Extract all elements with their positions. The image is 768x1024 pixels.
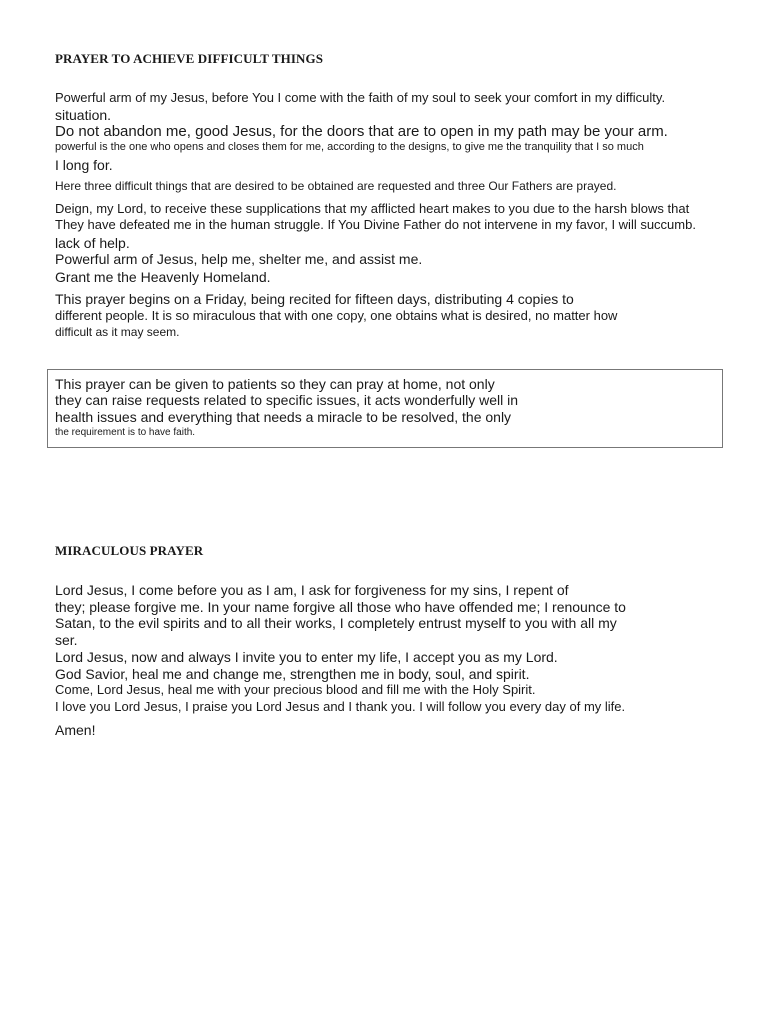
note-box [47, 369, 723, 448]
section-title: MIRACULOUS PRAYER [55, 543, 204, 558]
paragraph-line: different people. It is so miraculous that with one copy, one obtains what is desired, no matter how [55, 308, 618, 323]
prayer-line: Lord Jesus, now and always I invite you to enter my life, I accept you as my Lord. [55, 649, 558, 665]
note-line: This prayer can be given to patients so they can pray at home, not only [55, 376, 495, 392]
paragraph-line: This prayer begins on a Friday, being recited for fifteen days, distributing 4 copies to [55, 291, 574, 307]
prayer-line: I love you Lord Jesus, I praise you Lord Jesus and I thank you. I will follow you every day of my life. [55, 699, 626, 714]
prayer-line: Satan, to the evil spirits and to all their works, I completely entrust myself to you with all my [55, 615, 617, 631]
paragraph-line: Grant me the Heavenly Homeland. [55, 269, 271, 285]
prayer-line: Come, Lord Jesus, heal me with your precious blood and fill me with the Holy Spirit. [55, 682, 536, 697]
paragraph-line: I long for. [55, 157, 113, 173]
note-line: health issues and everything that needs a miracle to be resolved, the only [55, 409, 512, 425]
paragraph-line: powerful is the one who opens and closes them for me, according to the designs, to give me the tranquility that I so much [55, 141, 644, 153]
note-line: they can raise requests related to specific issues, it acts wonderfully well in [55, 392, 518, 408]
paragraph-line: difficult as it may seem. [55, 325, 180, 339]
prayer-line: Lord Jesus, I come before you as I am, I ask for forgiveness for my sins, I repent of [55, 582, 569, 598]
prayer-line: ser. [55, 632, 78, 648]
paragraph-line: Here three difficult things that are desired to be obtained are requested and three Our Fathers are prayed. [55, 179, 617, 193]
prayer-line: Amen! [55, 722, 96, 738]
prayer-line: God Savior, heal me and change me, strengthen me in body, soul, and spirit. [55, 666, 530, 682]
paragraph-line: situation. [55, 107, 112, 123]
paragraph-line: Do not abandon me, good Jesus, for the doors that are to open in my path may be your arm. [55, 123, 668, 140]
section-title: PRAYER TO ACHIEVE DIFFICULT THINGS [55, 51, 324, 66]
paragraph-line: Deign, my Lord, to receive these supplications that my afflicted heart makes to you due to the harsh blows that [55, 201, 690, 216]
paragraph-line: lack of help. [55, 235, 130, 251]
paragraph-line: Powerful arm of Jesus, help me, shelter me, and assist me. [55, 251, 423, 267]
prayer-line: they; please forgive me. In your name forgive all those who have offended me; I renounce to [55, 599, 626, 615]
paragraph-line: Powerful arm of my Jesus, before You I come with the faith of my soul to seek your comfort in my difficulty. [55, 90, 666, 105]
paragraph-line: They have defeated me in the human struggle. If You Divine Father do not intervene in my favor, I will succumb. [55, 217, 696, 232]
note-line: the requirement is to have faith. [55, 427, 196, 438]
